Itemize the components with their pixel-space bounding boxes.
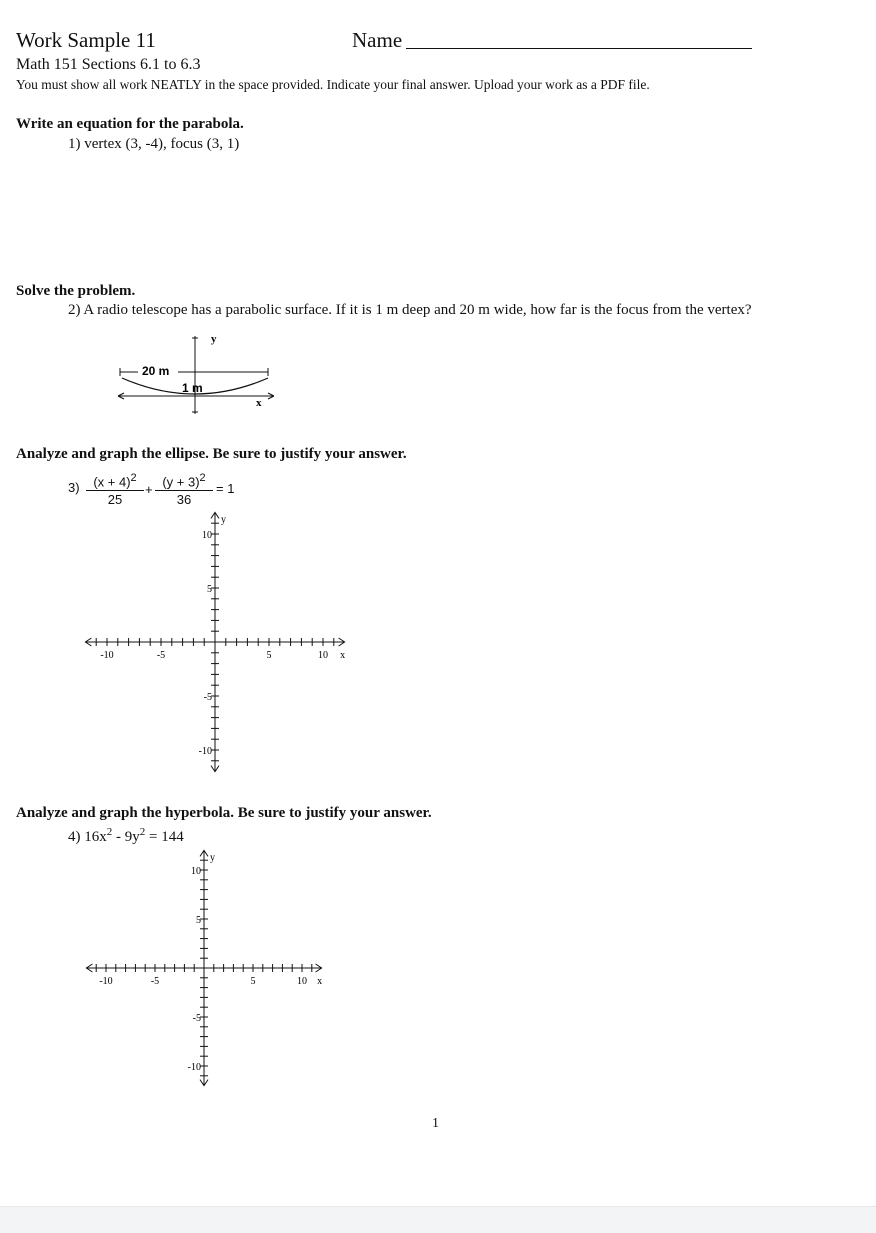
question-1: 1) vertex (3, -4), focus (3, 1) xyxy=(68,136,240,152)
x-axis-label: x xyxy=(317,976,323,987)
x-axis-label: x xyxy=(340,650,346,661)
viewer-footer-bar xyxy=(0,1206,876,1233)
x-tick-label: 5 xyxy=(250,976,256,987)
section2-heading: Solve the problem. xyxy=(16,283,136,299)
telescope-x-label: x xyxy=(256,397,262,409)
ellipse-equals: = 1 xyxy=(216,481,235,496)
y-tick-label: 10 xyxy=(191,866,201,877)
instructions: You must show all work NEATLY in the space provided. Indicate your final answer. Upload your work as a PDF file. xyxy=(16,77,650,92)
x-tick-label: 5 xyxy=(266,650,272,661)
y-tick-label: -10 xyxy=(198,746,212,757)
ellipse-fraction-x: $\frac{(x + 4)^2}{25}$ xyxy=(86,470,144,509)
ellipse-plus: + xyxy=(145,482,153,497)
y-axis-label: y xyxy=(221,514,226,526)
x-tick-label: 10 xyxy=(318,650,328,661)
name-line xyxy=(406,48,752,49)
name-label: Name xyxy=(352,28,403,52)
y-tick-label: 5 xyxy=(207,584,212,595)
section1-heading: Write an equation for the parabola. xyxy=(16,116,244,132)
section3-heading: Analyze and graph the ellipse. Be sure to justify your answer. xyxy=(16,446,407,462)
ellipse-fraction-y: $\frac{(y + 3)^2}{36}$ xyxy=(155,470,213,509)
worksheet-subtitle: Math 151 Sections 6.1 to 6.3 xyxy=(16,56,201,73)
ellipse-graph[interactable] xyxy=(80,508,355,780)
telescope-width-label: 20 m xyxy=(142,364,170,378)
question-2: 2) A radio telescope has a parabolic surface. If it is 1 m deep and 20 m wide, how far is the focus from the vertex? xyxy=(68,302,752,318)
hyperbola-graph[interactable] xyxy=(80,848,330,1088)
y-axis-label: y xyxy=(210,852,215,864)
telescope-y-label: y xyxy=(211,333,217,345)
radio-telescope-diagram xyxy=(110,330,285,420)
worksheet-title: Work Sample 11 xyxy=(16,28,156,52)
telescope-depth-label: 1 m xyxy=(182,381,203,395)
question-3-number: 3) xyxy=(68,480,80,495)
y-tick-label: -5 xyxy=(203,692,212,703)
y-tick-label: -10 xyxy=(187,1062,201,1073)
y-tick-label: 5 xyxy=(196,915,201,926)
x-tick-label: -5 xyxy=(150,976,160,987)
x-tick-label: 10 xyxy=(297,976,307,987)
x-tick-label: -10 xyxy=(99,976,113,987)
page-number: 1 xyxy=(432,1116,439,1131)
y-tick-label: 10 xyxy=(202,530,212,541)
x-tick-label: -5 xyxy=(156,650,166,661)
question-4: 4) $16x^2 - 9y^2 = 144$ xyxy=(68,826,184,845)
y-tick-label: -5 xyxy=(192,1013,201,1024)
section4-heading: Analyze and graph the hyperbola. Be sure to justify your answer. xyxy=(16,805,432,821)
x-tick-label: -10 xyxy=(100,650,114,661)
